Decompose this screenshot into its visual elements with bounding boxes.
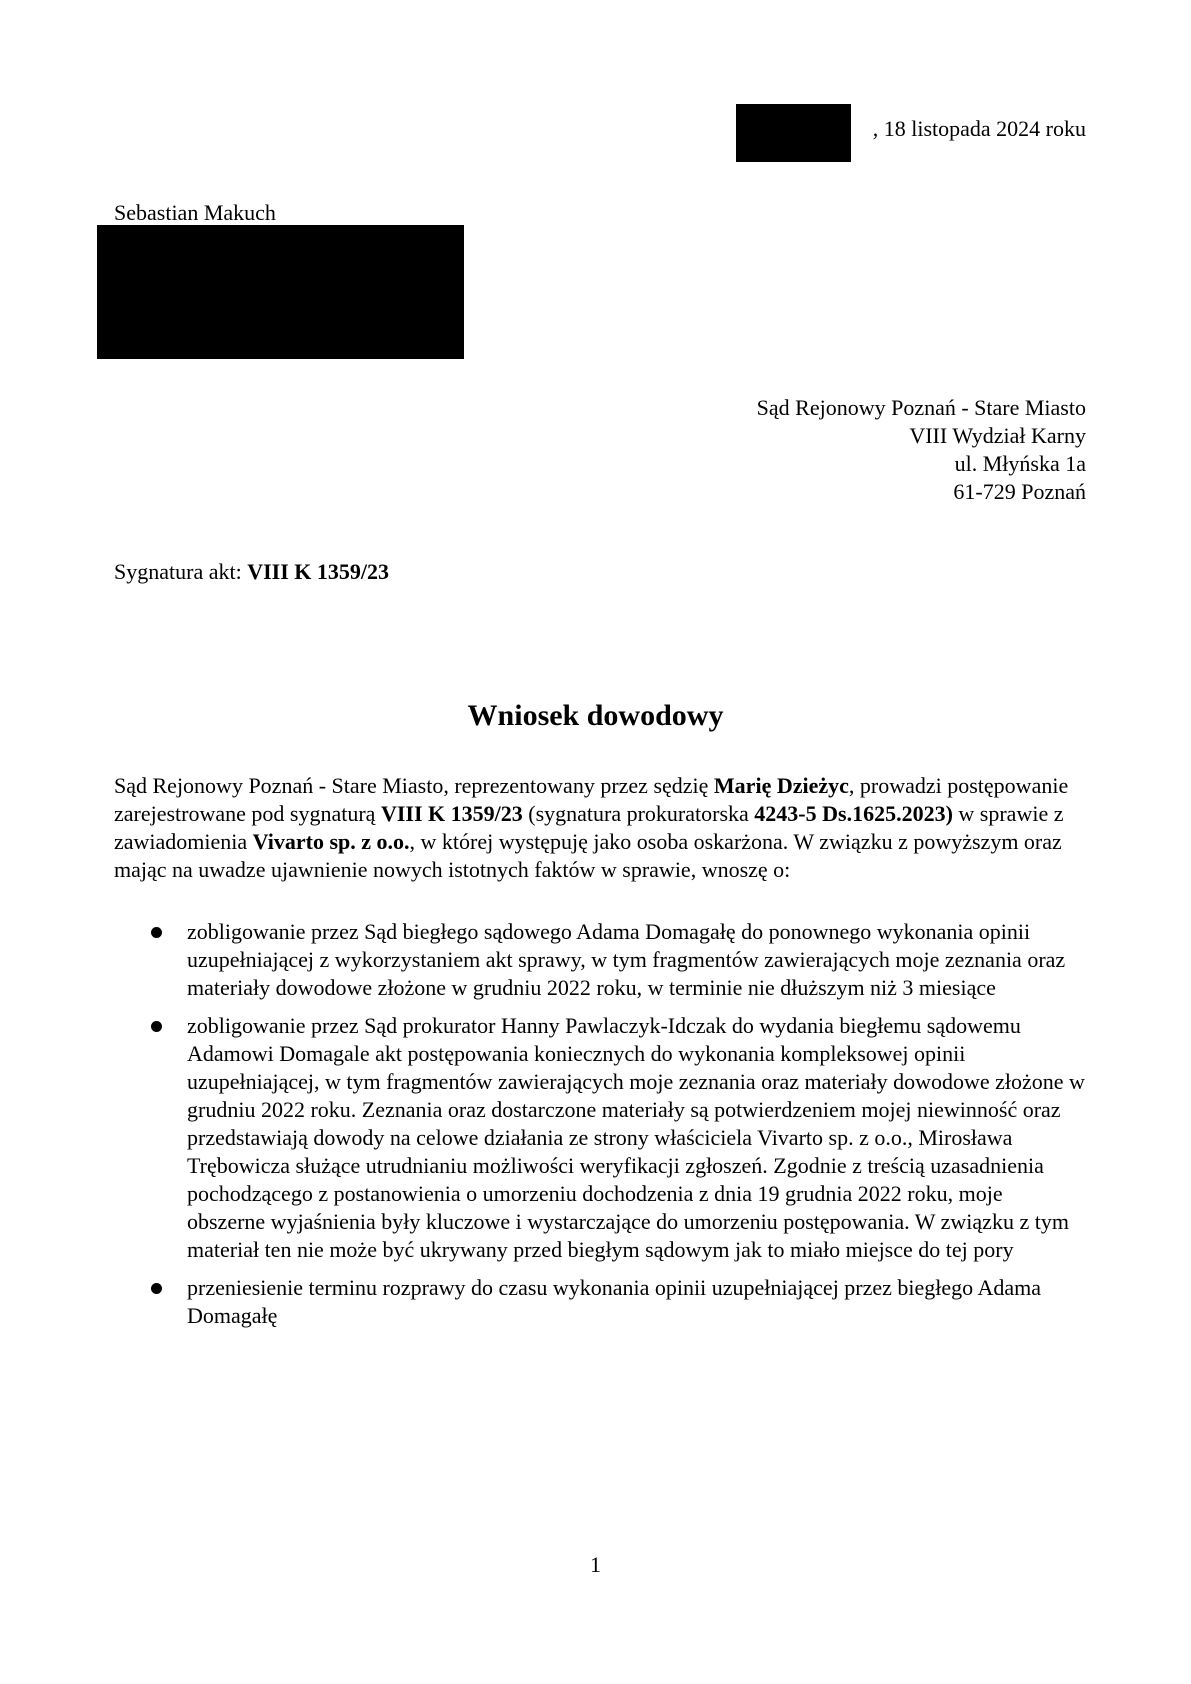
date-line: [600, 115, 1086, 143]
requests-list: [114, 918, 1086, 1340]
company-name: Vivarto sp. z o.o.: [252, 829, 410, 854]
request-text: zobligowanie przez Sąd prokurator Hanny Pawlaczyk-Idczak do wydania biegłemu sądowemu Adamowi Domagale akt postępowania koniecznych do wykonania kompleksowej opinii uzupełniającej, w tym fragmentów zawierających moje zeznania oraz materiały dowodowe złożone w grudniu 2022 roku. Zeznania oraz dostarczone materiały są potwierdzeniem mojej niewinność oraz przedstawiają dowody na celowe działania ze strony właściciela Vivarto sp. z o.o., Mirosława Trębowicza służące utrudnianiu możliwości weryfikacji zgłoszeń. Zgodnie z treścią uzasadnienia pochodzącego z postanowienia o umorzeniu dochodzenia z dnia 19 grudnia 2022 roku, moje obszerne wyjaśnienia były kluczowe i wystarczające do umorzeniu postępowania. W związku z tym materiał ten nie może być ukrywany przed biegłym sądowym jak to miało miejsce do tej pory: [187, 1013, 1085, 1262]
list-item: [114, 918, 1086, 1002]
case-signature-label: Sygnatura akt:: [114, 559, 248, 584]
request-text: zobligowanie przez Sąd biegłego sądowego Adama Domagałę do ponownego wykonania opinii uzupełniającej z wykorzystaniem akt sprawy, w tym fragmentów zawierających moje zeznania oraz materiały dowodowe złożone w grudniu 2022 roku, w terminie nie dłuższym niż 3 miesiące: [187, 919, 1066, 1000]
intro-text-2: , prowadzi postępowanie zarejestrowane pod sygnaturą: [114, 773, 1069, 826]
judge-name: Marię Dzieżyc: [713, 773, 849, 798]
court-department: VIII Wydział Karny: [909, 423, 1086, 448]
list-item: [114, 1274, 1086, 1330]
date-text: , 18 listopada 2024 roku: [872, 116, 1086, 141]
document-title: Wniosek dowodowy: [467, 699, 724, 732]
intro-paragraph: [114, 772, 1086, 884]
bullet-icon: [151, 1021, 162, 1032]
court-name: Sąd Rejonowy Poznań - Stare Miasto: [756, 395, 1086, 420]
intro-text-5: , w której występuję jako osoba oskarżona. W związku z powyższym oraz mając na uwadze ujawnienie nowych istotnych faktów w sprawie, wnoszę o:: [114, 829, 1062, 882]
bullet-icon: [151, 1283, 162, 1294]
court-address: [600, 394, 1086, 506]
court-street: ul. Młyńska 1a: [954, 451, 1086, 476]
body-case-number: VIII K 1359/23: [380, 801, 523, 826]
list-item: [114, 1012, 1086, 1264]
intro-text-4: w sprawie z zawiadomienia: [114, 801, 1064, 854]
court-city: 61-729 Poznań: [953, 479, 1086, 504]
bullet-icon: [151, 927, 162, 938]
sender-name: Sebastian Makuch: [114, 200, 276, 225]
page-number: 1: [590, 1552, 601, 1577]
intro-text-3: (sygnatura prokuratorska: [522, 801, 755, 826]
request-text: przeniesienie terminu rozprawy do czasu wykonania opinii uzupełniającej przez biegłego Adama Domagałę: [187, 1275, 1041, 1328]
case-signature-number: VIII K 1359/23: [247, 559, 389, 584]
intro-text-1: Sąd Rejonowy Poznań - Stare Miasto, reprezentowany przez sędzię: [114, 773, 714, 798]
case-signature: [114, 558, 389, 586]
prosecutor-case-number: 4243-5 Ds.1625.2023): [754, 801, 953, 826]
redacted-sender-address: [97, 225, 464, 359]
